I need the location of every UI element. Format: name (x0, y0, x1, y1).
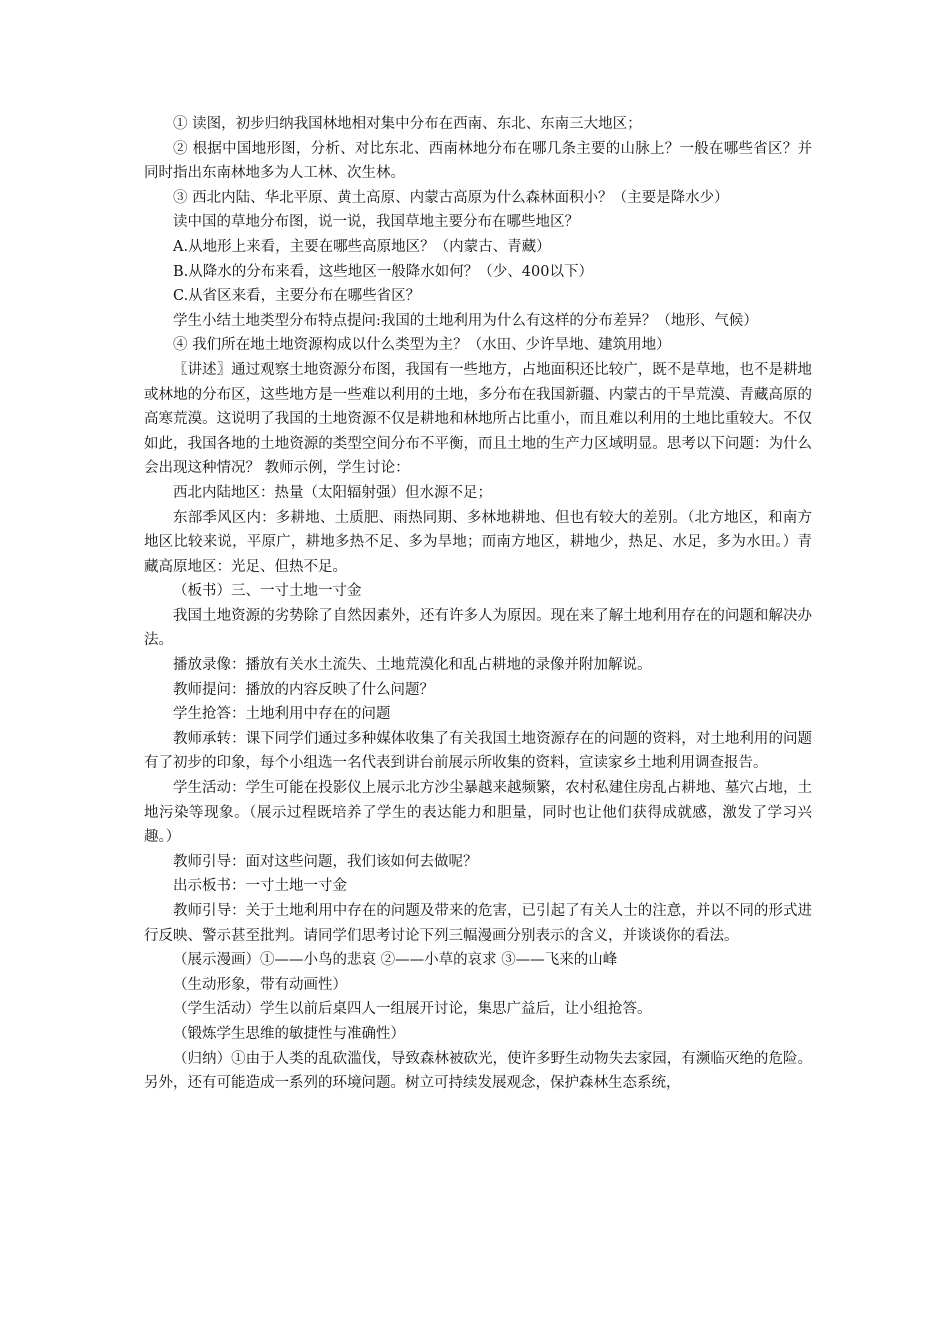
paragraph-24: （生动形象，带有动画性） (173, 976, 347, 993)
paragraph-20: 教师引导：面对这些问题，我们该如何去做呢？ (173, 853, 478, 870)
paragraph-8: 学生小结土地类型分布特点提问:我国的土地利用为什么有这样的分布差异？（地形、气候） (173, 312, 758, 329)
paragraph-6: B.从降水的分布来看，这些地区一般降水如何？（少、400以下） (173, 263, 593, 280)
paragraph-22: 教师引导：关于土地利用中存在的问题及带来的危害，已引起了有关人士的注意，并以不同的形式进行反映、警示甚至批判。请同学们思考讨论下列三幅漫画分别表示的含义，并谈谈你的看法。 (144, 903, 812, 944)
paragraph-2: ② 根据中国地形图，分析、对比东北、西南林地分布在哪几条主要的山脉上？一般在哪些省区？并同时指出东南林地多为人工林、次生林。 (144, 140, 812, 182)
paragraph-7: C.从省区来看，主要分布在哪些省区？ (173, 288, 421, 305)
paragraph-18: 教师承转：课下同学们通过多种媒体收集了有关我国土地资源存在的问题的资料，对土地利用的问题有了初步的印象，每个小组选一名代表到讲台前展示所收集的资料，宣读家乡土地利用调查报告。 (144, 730, 812, 772)
document-page (144, 112, 812, 1096)
paragraph-15: 播放录像：播放有关水土流失、土地荒漠化和乱占耕地的录像并附加解说。 (173, 657, 652, 674)
paragraph-4: 读中国的草地分布图，说一说，我国草地主要分布在哪些地区？ (173, 214, 579, 231)
paragraph-3: ③ 西北内陆、华北平原、黄土高原、内蒙古高原为什么森林面积小？（主要是降水少） (173, 189, 729, 206)
paragraph-19: 学生活动：学生可能在投影仪上展示北方沙尘暴越来越频繁，农村私建住房乱占耕地、墓穴占地，土地污染等现象。（展示过程既培养了学生的表达能力和胆量，同时也让他们获得成就感，激发了学习兴趣。） (144, 780, 812, 846)
paragraph-16: 教师提问：播放的内容反映了什么问题？ (173, 681, 434, 698)
paragraph-10: 〖讲述〗通过观察土地资源分布图，我国有一些地方，占地面积还比较广，既不是草地，也不是耕地或林地的分布区，这些地方是一些难以利用的土地，多分布在我国新疆、内蒙古的干旱荒漠、青藏高原的高寒荒漠。这说明了我国的土地资源不仅是耕地和林地所占比重小，而且难以利用的土地比重较大。不仅如此，我国各地的土地资源的类型空间分布不平衡，而且土地的生产力区域明显。思考以下问题：为什么会出现这种情况？ 教师示例，学生讨论： (144, 361, 812, 477)
paragraph-17: 学生抢答：土地利用中存在的问题 (173, 706, 391, 723)
paragraph-5: A.从地形上来看，主要在哪些高原地区？（内蒙古、青藏） (173, 238, 551, 255)
paragraph-14: 我国土地资源的劣势除了自然因素外，还有许多人为原因。现在来了解土地利用存在的问题和解决办法。 (144, 607, 812, 649)
paragraph-11: 西北内陆地区：热量（太阳辐射强）但水源不足； (173, 484, 492, 501)
paragraph-26: （锻炼学生思维的敏捷性与准确性） (173, 1025, 405, 1042)
paragraph-12: 东部季风区内：多耕地、土质肥、雨热同期、多林地耕地、但也有较大的差别。（北方地区，和南方地区比较来说，平原广，耕地多热不足、多为旱地；而南方地区，耕地少，热足、水足，多为水田。）青藏高原地区：光足、但热不足。 (144, 509, 812, 575)
paragraph-21: 出示板书：一寸土地一寸金 (173, 878, 347, 895)
paragraph-27: （归纳）①由于人类的乱砍滥伐，导致森林被砍光，使许多野生动物失去家园，有濒临灭绝的危险。另外，还有可能造成一系列的环境问题。树立可持续发展观念，保护森林生态系统， (144, 1050, 812, 1092)
paragraph-13: （板书）三、一寸土地一寸金 (173, 583, 362, 600)
paragraph-1: ① 读图，初步归纳我国林地相对集中分布在西南、东北、东南三大地区； (173, 116, 642, 132)
paragraph-25: （学生活动）学生以前后桌四人一组展开讨论，集思广益后，让小组抢答。 (173, 1001, 652, 1018)
paragraph-23: （展示漫画）①——小鸟的悲哀 ②——小草的哀求 ③——飞来的山峰 (173, 952, 618, 969)
paragraph-9: ④ 我们所在地土地资源构成以什么类型为主？（水田、少许旱地、建筑用地） (173, 337, 671, 354)
